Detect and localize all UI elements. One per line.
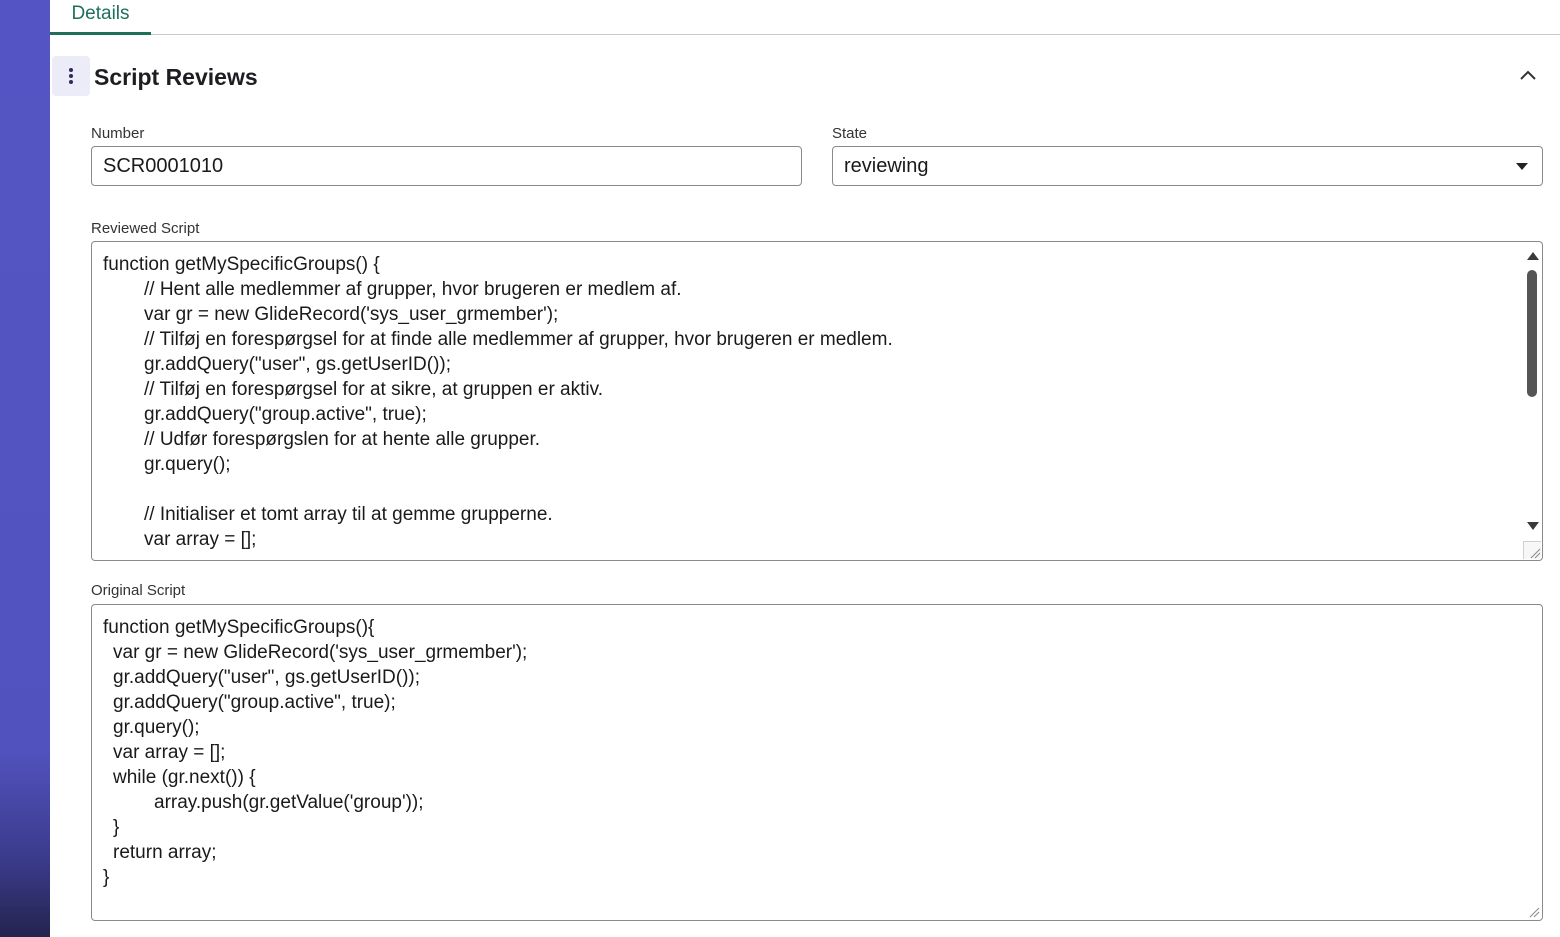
original-script-label: Original Script xyxy=(91,582,186,599)
code-line: // Tilføj en forespørgsel for at finde alle medlemmer af grupper, hvor brugeren er medlem. xyxy=(144,329,893,350)
code-line: return array; xyxy=(113,842,217,863)
number-label: Number xyxy=(91,125,145,142)
code-line: function getMySpecificGroups() { xyxy=(103,254,380,275)
resize-handle-icon[interactable] xyxy=(1523,541,1541,559)
original-script-lines xyxy=(103,615,1512,890)
code-line: var array = []; xyxy=(113,742,226,763)
scrollbar-thumb[interactable] xyxy=(1527,270,1537,397)
vertical-scrollbar[interactable] xyxy=(1524,250,1540,530)
code-line: // Tilføj en forespørgsel for at sikre, at gruppen er aktiv. xyxy=(144,379,603,400)
code-line: // Hent alle medlemmer af grupper, hvor brugeren er medlem af. xyxy=(144,279,682,300)
code-line: gr.addQuery("user", gs.getUserID()); xyxy=(144,354,452,375)
code-line: } xyxy=(103,867,110,888)
code-line: } xyxy=(113,817,120,838)
section-header xyxy=(52,56,1560,98)
caret-down-icon xyxy=(1516,163,1528,170)
code-line: var array = []; xyxy=(144,529,257,550)
section-menu-icon[interactable] xyxy=(52,56,90,96)
reviewed-script-lines xyxy=(103,252,1512,552)
tab-bar xyxy=(50,0,1560,35)
code-line: gr.addQuery("group.active", true); xyxy=(144,404,427,425)
state-label: State xyxy=(832,125,868,142)
code-line: gr.query(); xyxy=(113,717,200,738)
chevron-up-icon[interactable] xyxy=(1516,64,1540,88)
code-line: gr.addQuery("user", gs.getUserID()); xyxy=(113,667,421,688)
code-line: while (gr.next()) { xyxy=(113,767,256,788)
tab-details[interactable]: Details xyxy=(50,0,151,35)
reviewed-script-label: Reviewed Script xyxy=(91,220,200,237)
scroll-up-arrow-icon[interactable] xyxy=(1527,252,1539,260)
code-line: var gr = new GlideRecord('sys_user_grmember'); xyxy=(113,642,528,663)
section-title: Script Reviews xyxy=(94,64,258,90)
reviewed-script-editor[interactable] xyxy=(91,241,1543,561)
code-line: // Udfør forespørgslen for at hente alle grupper. xyxy=(144,429,541,450)
code-line: var gr = new GlideRecord('sys_user_grmember'); xyxy=(144,304,559,325)
scroll-down-arrow-icon[interactable] xyxy=(1527,522,1539,530)
original-script-editor[interactable] xyxy=(91,604,1543,921)
number-input[interactable] xyxy=(91,146,802,186)
code-line: gr.query(); xyxy=(144,454,231,475)
state-select[interactable] xyxy=(832,146,1543,186)
state-select-value: reviewing xyxy=(844,155,929,177)
code-line: gr.addQuery("group.active", true); xyxy=(113,692,396,713)
code-line: // Initialiser et tomt array til at gemme grupperne. xyxy=(144,504,553,525)
code-line: function getMySpecificGroups(){ xyxy=(103,617,375,638)
left-navigation-rail xyxy=(0,0,50,937)
code-line: array.push(gr.getValue('group')); xyxy=(154,792,424,813)
code-line xyxy=(103,477,1512,502)
resize-handle-icon[interactable] xyxy=(1523,901,1541,919)
